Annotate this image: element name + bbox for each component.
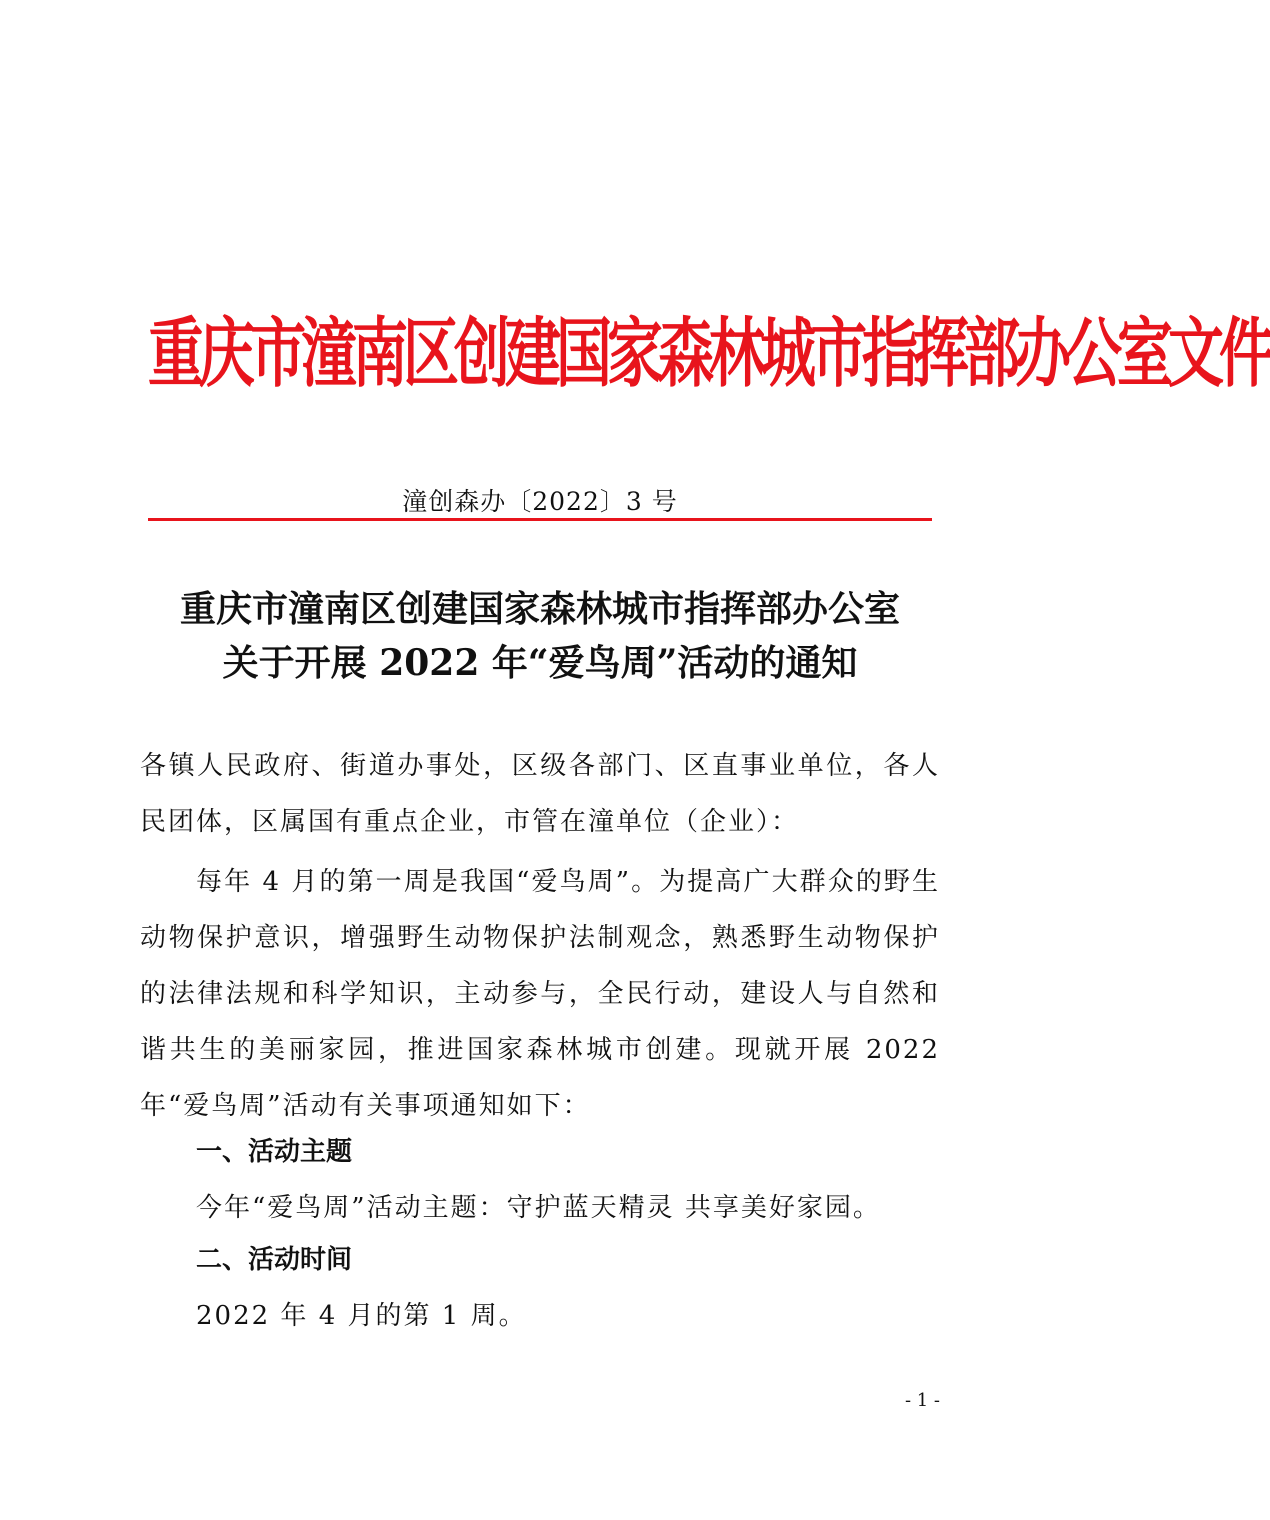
- addressee-paragraph: [140, 738, 940, 850]
- document-number: 潼创森办〔2022〕3 号: [402, 487, 678, 516]
- section-body-theme: 今年“爱鸟周”活动主题：守护蓝天精灵 共享美好家园。: [196, 1193, 881, 1223]
- red-divider-line: [148, 518, 932, 521]
- notice-title-line-2: 关于开展 2022 年“爱鸟周”活动的通知: [222, 642, 858, 684]
- notice-title-line-1: 重庆市潼南区创建国家森林城市指挥部办公室: [179, 588, 900, 630]
- intro-paragraph: [140, 854, 940, 1134]
- section-heading-time: 二、活动时间: [196, 1245, 353, 1275]
- intro-text: 每年 4 月的第一周是我国“爱鸟周”。为提高广大群众的野生动物保护意识，增强野生动物保护法制观念，熟悉野生动物保护的法律法规和科学知识，主动参与，全民行动，建设人与自然和谐共生的美丽家园，推进国家森林城市创建。现就开展 2022 年“爱鸟周”活动有关事项通知如下：: [140, 867, 940, 1121]
- addressee-text: 各镇人民政府、街道办事处，区级各部门、区直事业单位，各人民团体，区属国有重点企业，市管在潼单位（企业）：: [140, 751, 940, 837]
- section-heading-theme: 一、活动主题: [196, 1137, 353, 1167]
- page-number: - 1 -: [904, 1390, 940, 1411]
- section-body-time: 2022 年 4 月的第 1 周。: [196, 1301, 527, 1331]
- notice-title: [140, 582, 940, 690]
- document-masthead: 重庆市潼南区创建国家森林城市指挥部办公室文件: [148, 310, 1270, 399]
